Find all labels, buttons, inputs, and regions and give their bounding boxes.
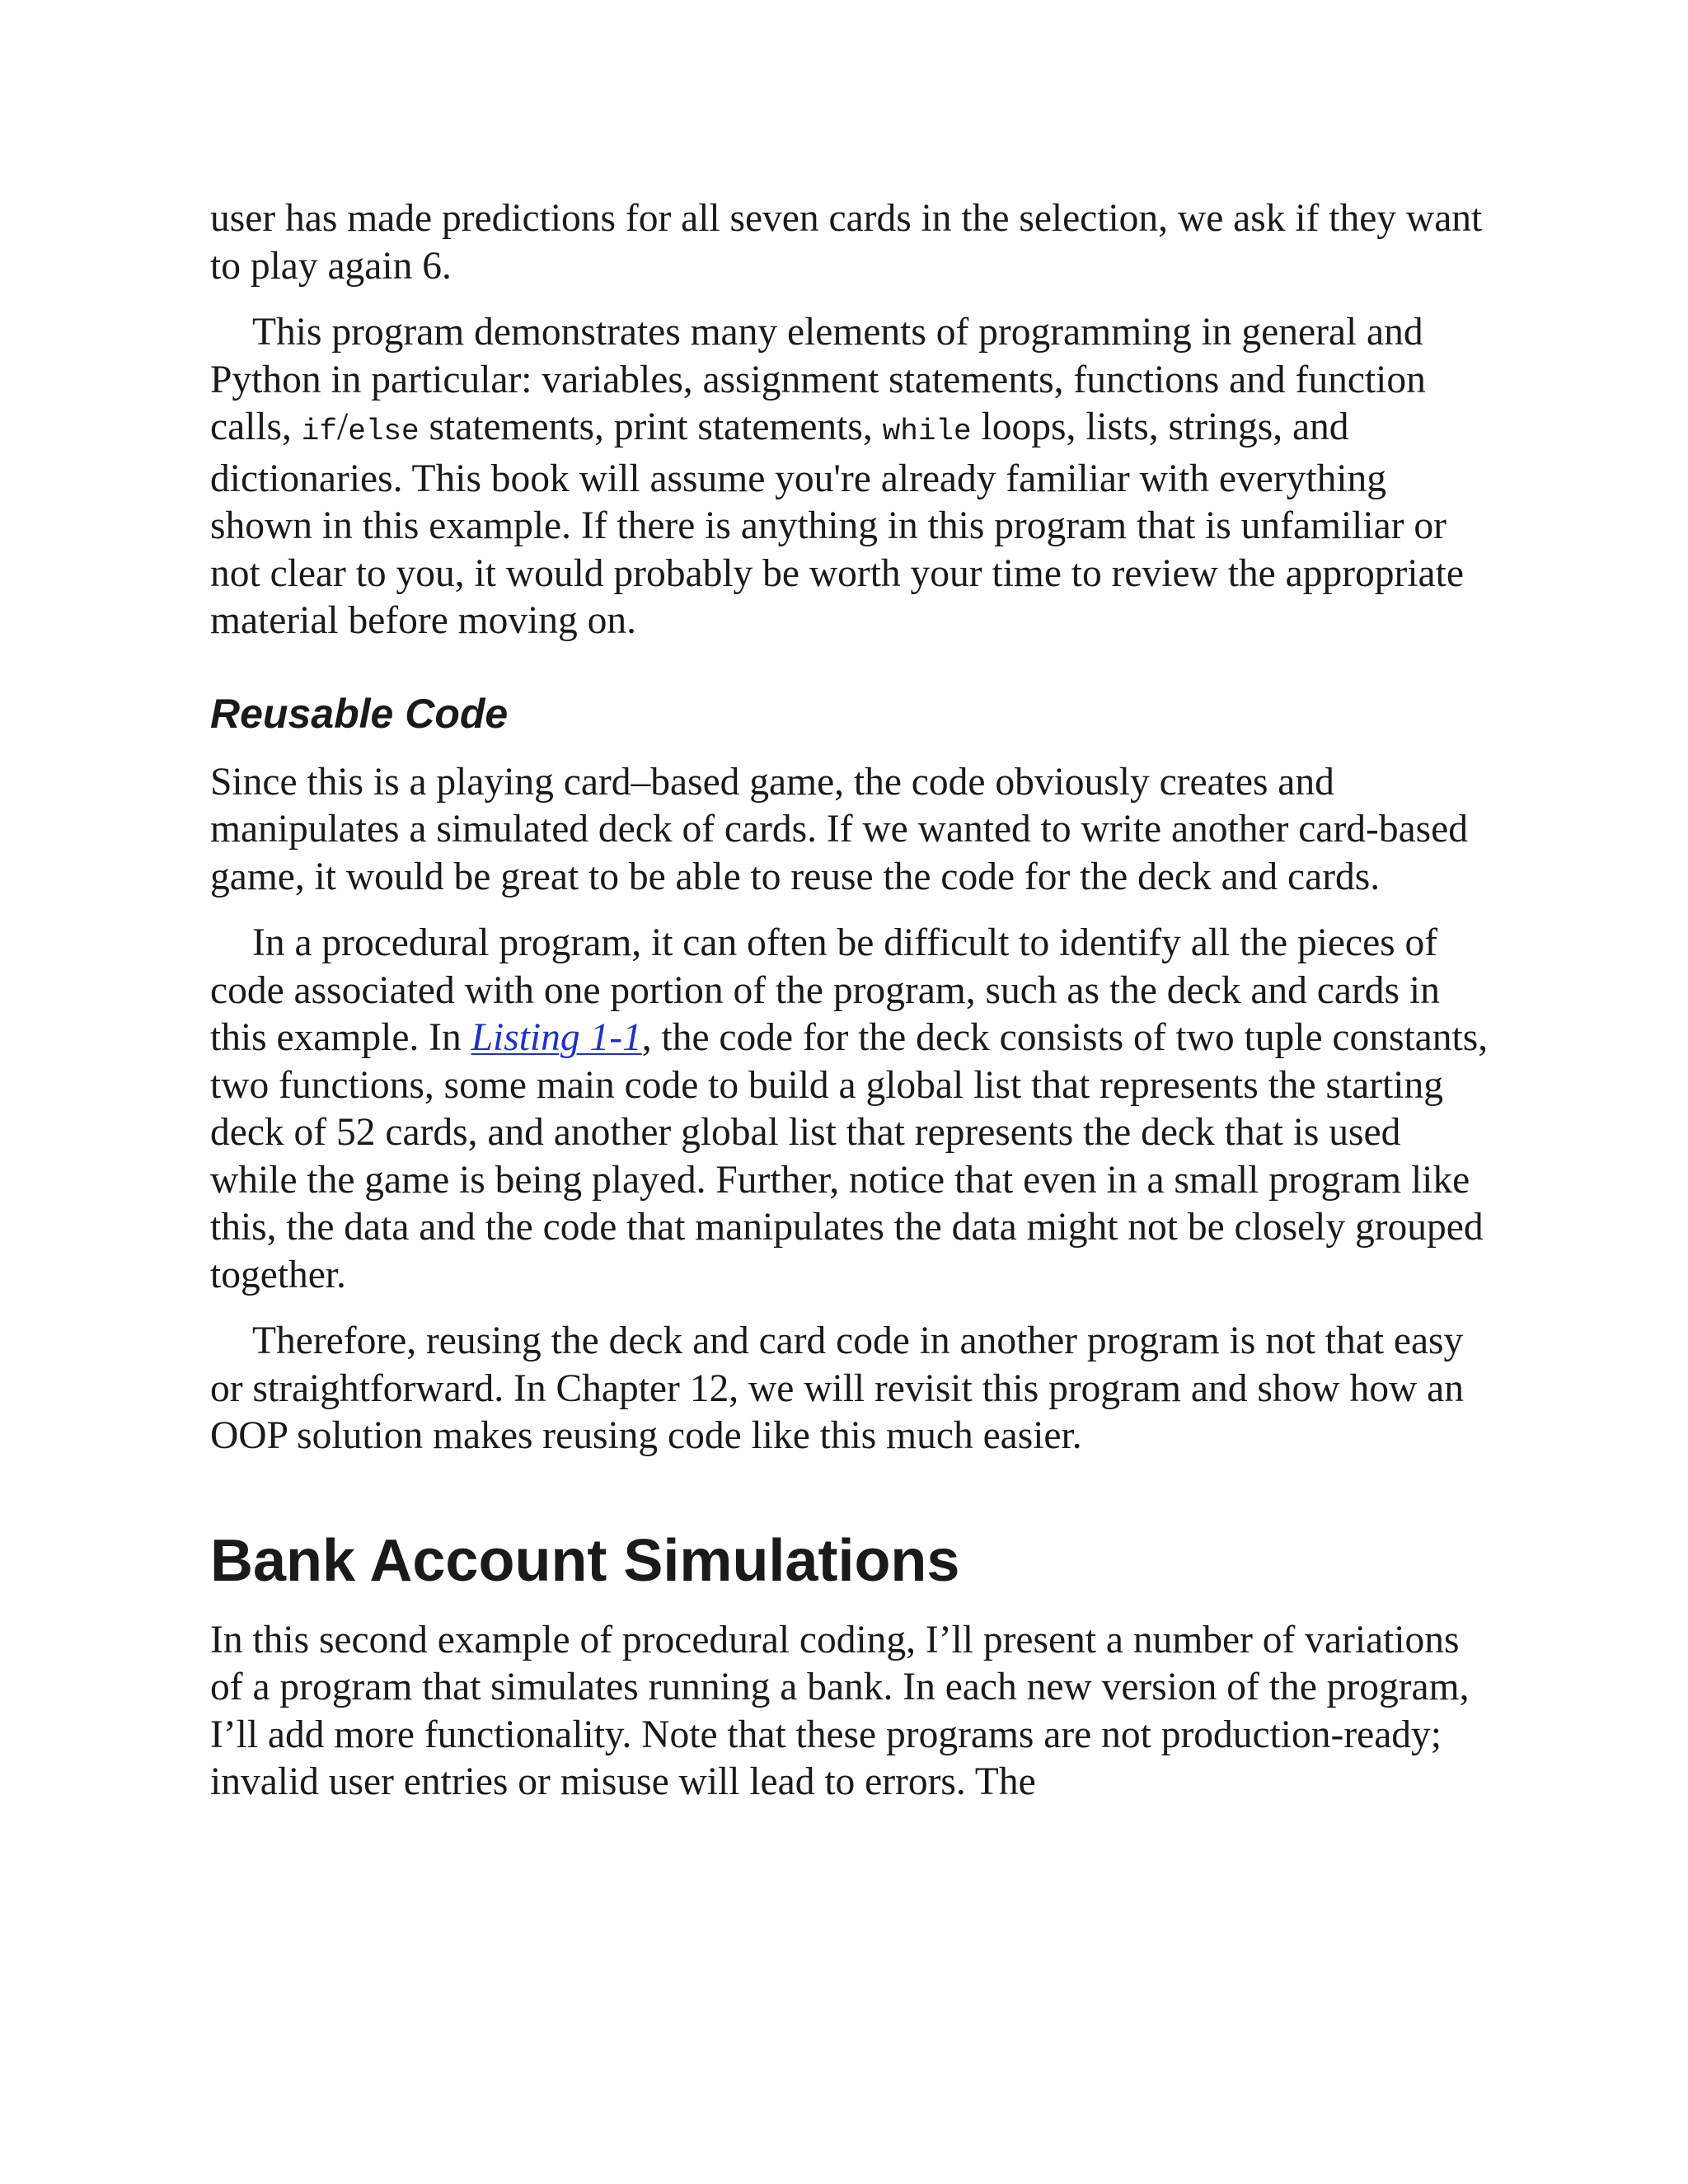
paragraph-program-elements [210, 309, 1496, 645]
paragraph-card-game: Since this is a playing card–based game, the code obviously creates and manipulates a simulated deck of cards. If we wanted to write another card-based game, it would be great to be able to reuse the code for the deck and cards. [210, 760, 1468, 898]
section-heading-reusable-code: Reusable Code [210, 690, 509, 737]
text-run: This program demonstrates many elements of programming in general and Python in particular: variables, assignment statements, functions and function calls, [210, 311, 1426, 448]
chapter-heading-bank-account-simulations: Bank Account Simulations [210, 1527, 960, 1594]
text-run: loops, lists, strings, and dictionaries. This book will assume you're already familiar with everything shown in this example. If there is anything in this program that is unfamiliar or not clear to you, it would probably be worth your time to review the appropriate material before moving on. [210, 405, 1464, 642]
paragraph-reuse-difficulty: Therefore, reusing the deck and card code in another program is not that easy or straightforward. In Chapter 12, we will revisit this program and show how an OOP solution makes reusing code like this much easier. [210, 1319, 1464, 1457]
paragraph-continuation: user has made predictions for all seven cards in the selection, we ask if they want to play again 6. [210, 197, 1483, 288]
paragraph-procedural-program [210, 920, 1496, 1299]
code-while: while [882, 415, 972, 448]
text-run: In a procedural program, it can often be difficult to identify all the pieces of code associated with one portion of the program, such as the deck and cards in this example. In [210, 921, 1440, 1059]
text-slash: / [337, 405, 349, 448]
paragraph-bank-intro: In this second example of procedural coding, I’ll present a number of variations of a program that simulates running a bank. In each new version of the program, I’ll add more functionality. Note that these programs are not production-ready; invalid user entries or misuse will lead to errors. The [210, 1618, 1470, 1803]
code-else: else [348, 415, 420, 448]
code-if: if [301, 415, 338, 448]
listing-1-1-link[interactable]: Listing 1-1 [471, 1016, 642, 1059]
text-run: statements, print statements, [419, 405, 883, 448]
book-page [210, 195, 1496, 1807]
text-run: , the code for the deck consists of two tuple constants, two functions, some main code to build a global list that represents the starting deck of 52 cards, and another global list that represents the deck that is used while the game is being played. Further, notice that even in a small program like this, the data and the code that manipulates the data might not be closely grouped together. [210, 1016, 1489, 1296]
